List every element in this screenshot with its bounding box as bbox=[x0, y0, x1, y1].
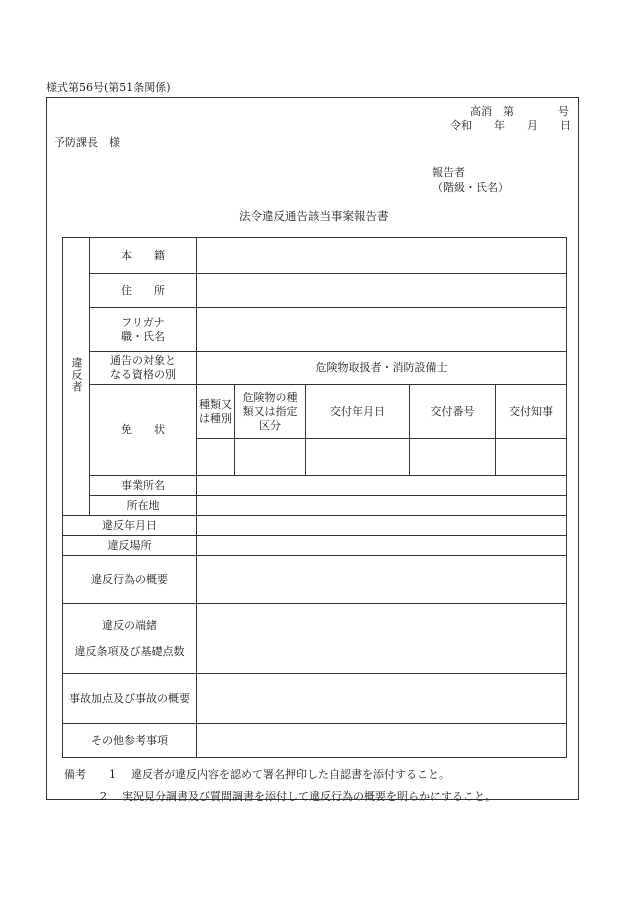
name-label-cell bbox=[90, 308, 197, 352]
issue-date-header: 交付年月日 bbox=[306, 385, 410, 439]
date-line: 令和 年 月 日 bbox=[450, 119, 571, 132]
license-type-line2: は種別 bbox=[199, 411, 232, 425]
hazmat-class-line2: 類又は指定 bbox=[242, 404, 298, 418]
violation-origin-label-cell bbox=[63, 604, 197, 674]
violation-clause-label: 違反条項及び基礎点数 bbox=[74, 644, 185, 658]
issuing-governor-field[interactable] bbox=[496, 439, 567, 476]
business-name-field[interactable] bbox=[197, 476, 567, 496]
issue-date-field[interactable] bbox=[306, 439, 410, 476]
qualification-value: 危険物取扱者・消防設備士 bbox=[197, 352, 567, 385]
row-accident bbox=[63, 674, 567, 724]
jusho-label: 住 所 bbox=[90, 274, 197, 308]
reporter-rank-name: （階級・氏名） bbox=[432, 181, 509, 194]
hazmat-class-line3: 区分 bbox=[259, 418, 281, 432]
accident-field[interactable] bbox=[197, 674, 567, 724]
issue-number-field[interactable] bbox=[410, 439, 496, 476]
business-name-label: 事業所名 bbox=[90, 476, 197, 496]
violation-origin-label: 違反の端緒 bbox=[102, 618, 157, 632]
note-2 bbox=[100, 788, 496, 804]
row-qualification bbox=[63, 352, 567, 385]
note-1-text: 違反者が違反内容を認めて署名押印した自認書を添付すること。 bbox=[131, 768, 450, 781]
accident-label: 事故加点及び事故の概要 bbox=[63, 674, 197, 724]
note-1-number: 1 bbox=[109, 768, 116, 781]
reporter-label: 報告者 bbox=[432, 166, 465, 179]
violation-summary-field[interactable] bbox=[197, 556, 567, 604]
document-number: 高消 第 号 bbox=[470, 105, 569, 118]
notes-label: 備考 bbox=[64, 768, 86, 781]
issue-number-header: 交付番号 bbox=[410, 385, 496, 439]
row-violation-date bbox=[63, 516, 567, 536]
row-business-name bbox=[63, 476, 567, 496]
qualification-label-line2: なる資格の別 bbox=[110, 368, 176, 381]
other-notes-label: その他参考事項 bbox=[63, 724, 197, 758]
license-type-header bbox=[197, 385, 235, 439]
qualification-label-cell bbox=[90, 352, 197, 385]
form-number-label: 様式第56号(第51条関係) bbox=[46, 81, 171, 94]
note-1 bbox=[64, 766, 450, 782]
other-notes-field[interactable] bbox=[197, 724, 567, 758]
row-violation-origin bbox=[63, 604, 567, 674]
row-violation-place bbox=[63, 536, 567, 556]
document-title: 法令違反通告該当事案報告書 bbox=[239, 209, 389, 223]
business-location-label: 所在地 bbox=[90, 496, 197, 516]
violation-place-label: 違反場所 bbox=[63, 536, 197, 556]
license-type-line1: 種類又 bbox=[199, 397, 232, 411]
violation-date-label: 違反年月日 bbox=[63, 516, 197, 536]
honseki-label: 本 籍 bbox=[90, 238, 197, 274]
jusho-field[interactable] bbox=[197, 274, 567, 308]
hazmat-class-header bbox=[235, 385, 306, 439]
note-2-text: 実況見分調書及び質問調書を添付して違反行為の概要を明らかにすること。 bbox=[122, 790, 496, 803]
business-location-field[interactable] bbox=[197, 496, 567, 516]
shokushimei-label: 職・氏名 bbox=[121, 329, 165, 343]
row-other bbox=[63, 724, 567, 758]
row-violation-summary bbox=[63, 556, 567, 604]
violation-date-field[interactable] bbox=[197, 516, 567, 536]
violator-group-label: 違反者 bbox=[70, 356, 83, 393]
violation-origin-field[interactable] bbox=[197, 604, 567, 674]
addressee: 予防課長 様 bbox=[54, 136, 120, 149]
row-license-header bbox=[63, 385, 567, 439]
row-jusho bbox=[63, 274, 567, 308]
issuing-governor-header: 交付知事 bbox=[496, 385, 567, 439]
hazmat-class-field[interactable] bbox=[235, 439, 306, 476]
violation-summary-label: 違反行為の概要 bbox=[63, 556, 197, 604]
row-business-location bbox=[63, 496, 567, 516]
license-type-field[interactable] bbox=[197, 439, 235, 476]
hazmat-class-line1: 危険物の種 bbox=[242, 390, 298, 404]
row-name bbox=[63, 308, 567, 352]
furigana-label: フリガナ bbox=[121, 315, 165, 329]
violation-place-field[interactable] bbox=[197, 536, 567, 556]
row-honseki bbox=[63, 238, 567, 274]
honseki-field[interactable] bbox=[197, 238, 567, 274]
qualification-label-line1: 通告の対象と bbox=[110, 354, 176, 367]
name-field[interactable] bbox=[197, 308, 567, 352]
report-table bbox=[62, 237, 567, 758]
license-label: 免 状 bbox=[90, 385, 197, 476]
note-2-number: 2 bbox=[100, 790, 107, 803]
violator-group-cell bbox=[63, 238, 90, 516]
